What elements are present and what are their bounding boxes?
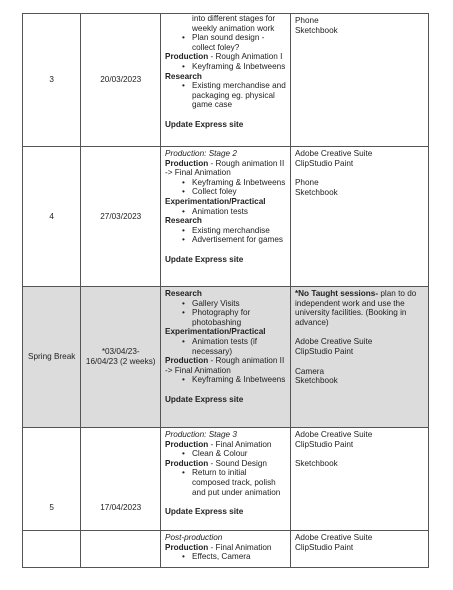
schedule-table <box>22 13 429 568</box>
plan-text: into different stages for <box>192 14 276 23</box>
bullet-item: • Existing merchandise and packaging eg. physical game case <box>192 81 286 110</box>
bullet-item: • Photography for photobashing <box>192 308 286 327</box>
research-label: Research <box>165 289 202 298</box>
resource-item: Sketchbook <box>294 459 338 469</box>
bullet-item: • Return to initial composed track, polish and put under animation <box>192 468 286 497</box>
plan-cell <box>161 14 291 147</box>
production-text: - Rough Animation I <box>208 52 283 62</box>
bullet-item: • Plan sound design - collect foley? <box>192 33 286 52</box>
resources-cell <box>290 147 428 287</box>
resource-item: Adobe Creative Suite <box>294 430 373 439</box>
bullet-item: • Effects, Camera <box>192 552 286 562</box>
stage-title: Production: Stage 2 <box>165 149 237 158</box>
plan-text: weekly animation work <box>192 23 275 33</box>
resource-item: ClipStudio Paint <box>294 439 354 449</box>
date-cell: 17/04/2023 <box>81 428 161 531</box>
production-text: - Final Animation <box>208 542 272 552</box>
week-cell: Spring Break <box>23 287 81 428</box>
resource-item: ClipStudio Paint <box>294 158 354 168</box>
note-bold: *No Taught sessions- <box>294 289 379 298</box>
production-label: Production <box>165 439 209 449</box>
update-express-link: Update Express site <box>165 119 244 129</box>
plan-cell <box>161 287 291 428</box>
plan-cell <box>161 428 291 531</box>
resource-spacer <box>295 327 424 337</box>
resources-cell <box>290 14 428 147</box>
resource-item: Sketchbook <box>294 25 338 35</box>
resource-item: Sketchbook <box>294 376 338 386</box>
resources-cell <box>290 531 428 568</box>
bullet-item: • Animation tests <box>192 207 286 217</box>
date-cell <box>81 531 161 568</box>
research-label: Research <box>165 216 202 226</box>
resource-item: Camera <box>294 366 325 376</box>
resources-cell <box>290 287 428 428</box>
table-row <box>23 428 429 531</box>
research-label: Research <box>165 71 202 81</box>
week-cell <box>23 531 81 568</box>
production-text: - Rough animation II -> Final Animation <box>165 158 285 178</box>
note-text: plan to do independent work and use the university facilities. (Booking in advance) <box>294 289 417 327</box>
bullet-item: • Keyframing & Inbetweens <box>192 62 286 72</box>
bullet-item: • Gallery Visits <box>192 299 286 309</box>
plan-cell <box>161 531 291 568</box>
date-cell: 27/03/2023 <box>81 147 161 287</box>
production-label: Production <box>165 356 209 366</box>
production-text: - Sound Design <box>208 458 267 468</box>
stage-title: Production: Stage 3 <box>165 430 237 439</box>
resources-cell <box>290 428 428 531</box>
week-cell: 3 <box>23 14 81 147</box>
resource-item: Adobe Creative Suite <box>294 337 373 347</box>
date-cell: *03/04/23- 16/04/23 (2 weeks) <box>81 287 161 428</box>
experimentation-label: Experimentation/Practical <box>165 327 266 337</box>
stage-title: Post-production <box>165 533 223 542</box>
bullet-item: • Advertisement for games <box>192 235 286 245</box>
table-row <box>23 531 429 568</box>
bullet-item: • Animation tests (if necessary) <box>192 337 286 356</box>
no-taught-note <box>295 289 424 327</box>
bullet-item: • Keyframing & Inbetweens <box>192 375 286 385</box>
update-express-link: Update Express site <box>165 394 244 404</box>
production-text: - Rough animation II -> Final Animation <box>165 356 285 375</box>
resource-item: Adobe Creative Suite <box>294 533 373 542</box>
bullet-item: • Existing merchandise <box>192 226 286 236</box>
bullet-item: • Keyframing & Inbetweens <box>192 178 286 188</box>
resource-spacer <box>295 168 424 178</box>
plan-cell <box>161 147 291 287</box>
production-label: Production <box>165 458 209 468</box>
bullet-item: • Collect foley <box>192 187 286 197</box>
production-label: Production <box>165 52 209 62</box>
week-cell: 4 <box>23 147 81 287</box>
resource-item: Sketchbook <box>294 187 338 197</box>
table-row <box>23 287 429 428</box>
production-label: Production <box>165 542 209 552</box>
experimentation-label: Experimentation/Practical <box>165 196 266 206</box>
resource-spacer <box>295 449 424 459</box>
resource-item: ClipStudio Paint <box>294 542 354 552</box>
table-row <box>23 147 429 287</box>
date-cell: 20/03/2023 <box>81 14 161 147</box>
bullet-item: • Clean & Colour <box>192 449 286 459</box>
update-express-link: Update Express site <box>165 254 244 264</box>
resource-item: Adobe Creative Suite <box>294 149 373 158</box>
production-text: - Final Animation <box>208 439 272 449</box>
update-express-link: Update Express site <box>165 507 244 517</box>
resource-item: Phone <box>294 178 319 188</box>
table-row <box>23 14 429 147</box>
production-label: Production <box>165 158 209 168</box>
week-cell: 5 <box>23 428 81 531</box>
resource-item: ClipStudio Paint <box>294 346 354 356</box>
resource-spacer <box>295 357 424 367</box>
resource-item: Phone <box>294 16 319 25</box>
